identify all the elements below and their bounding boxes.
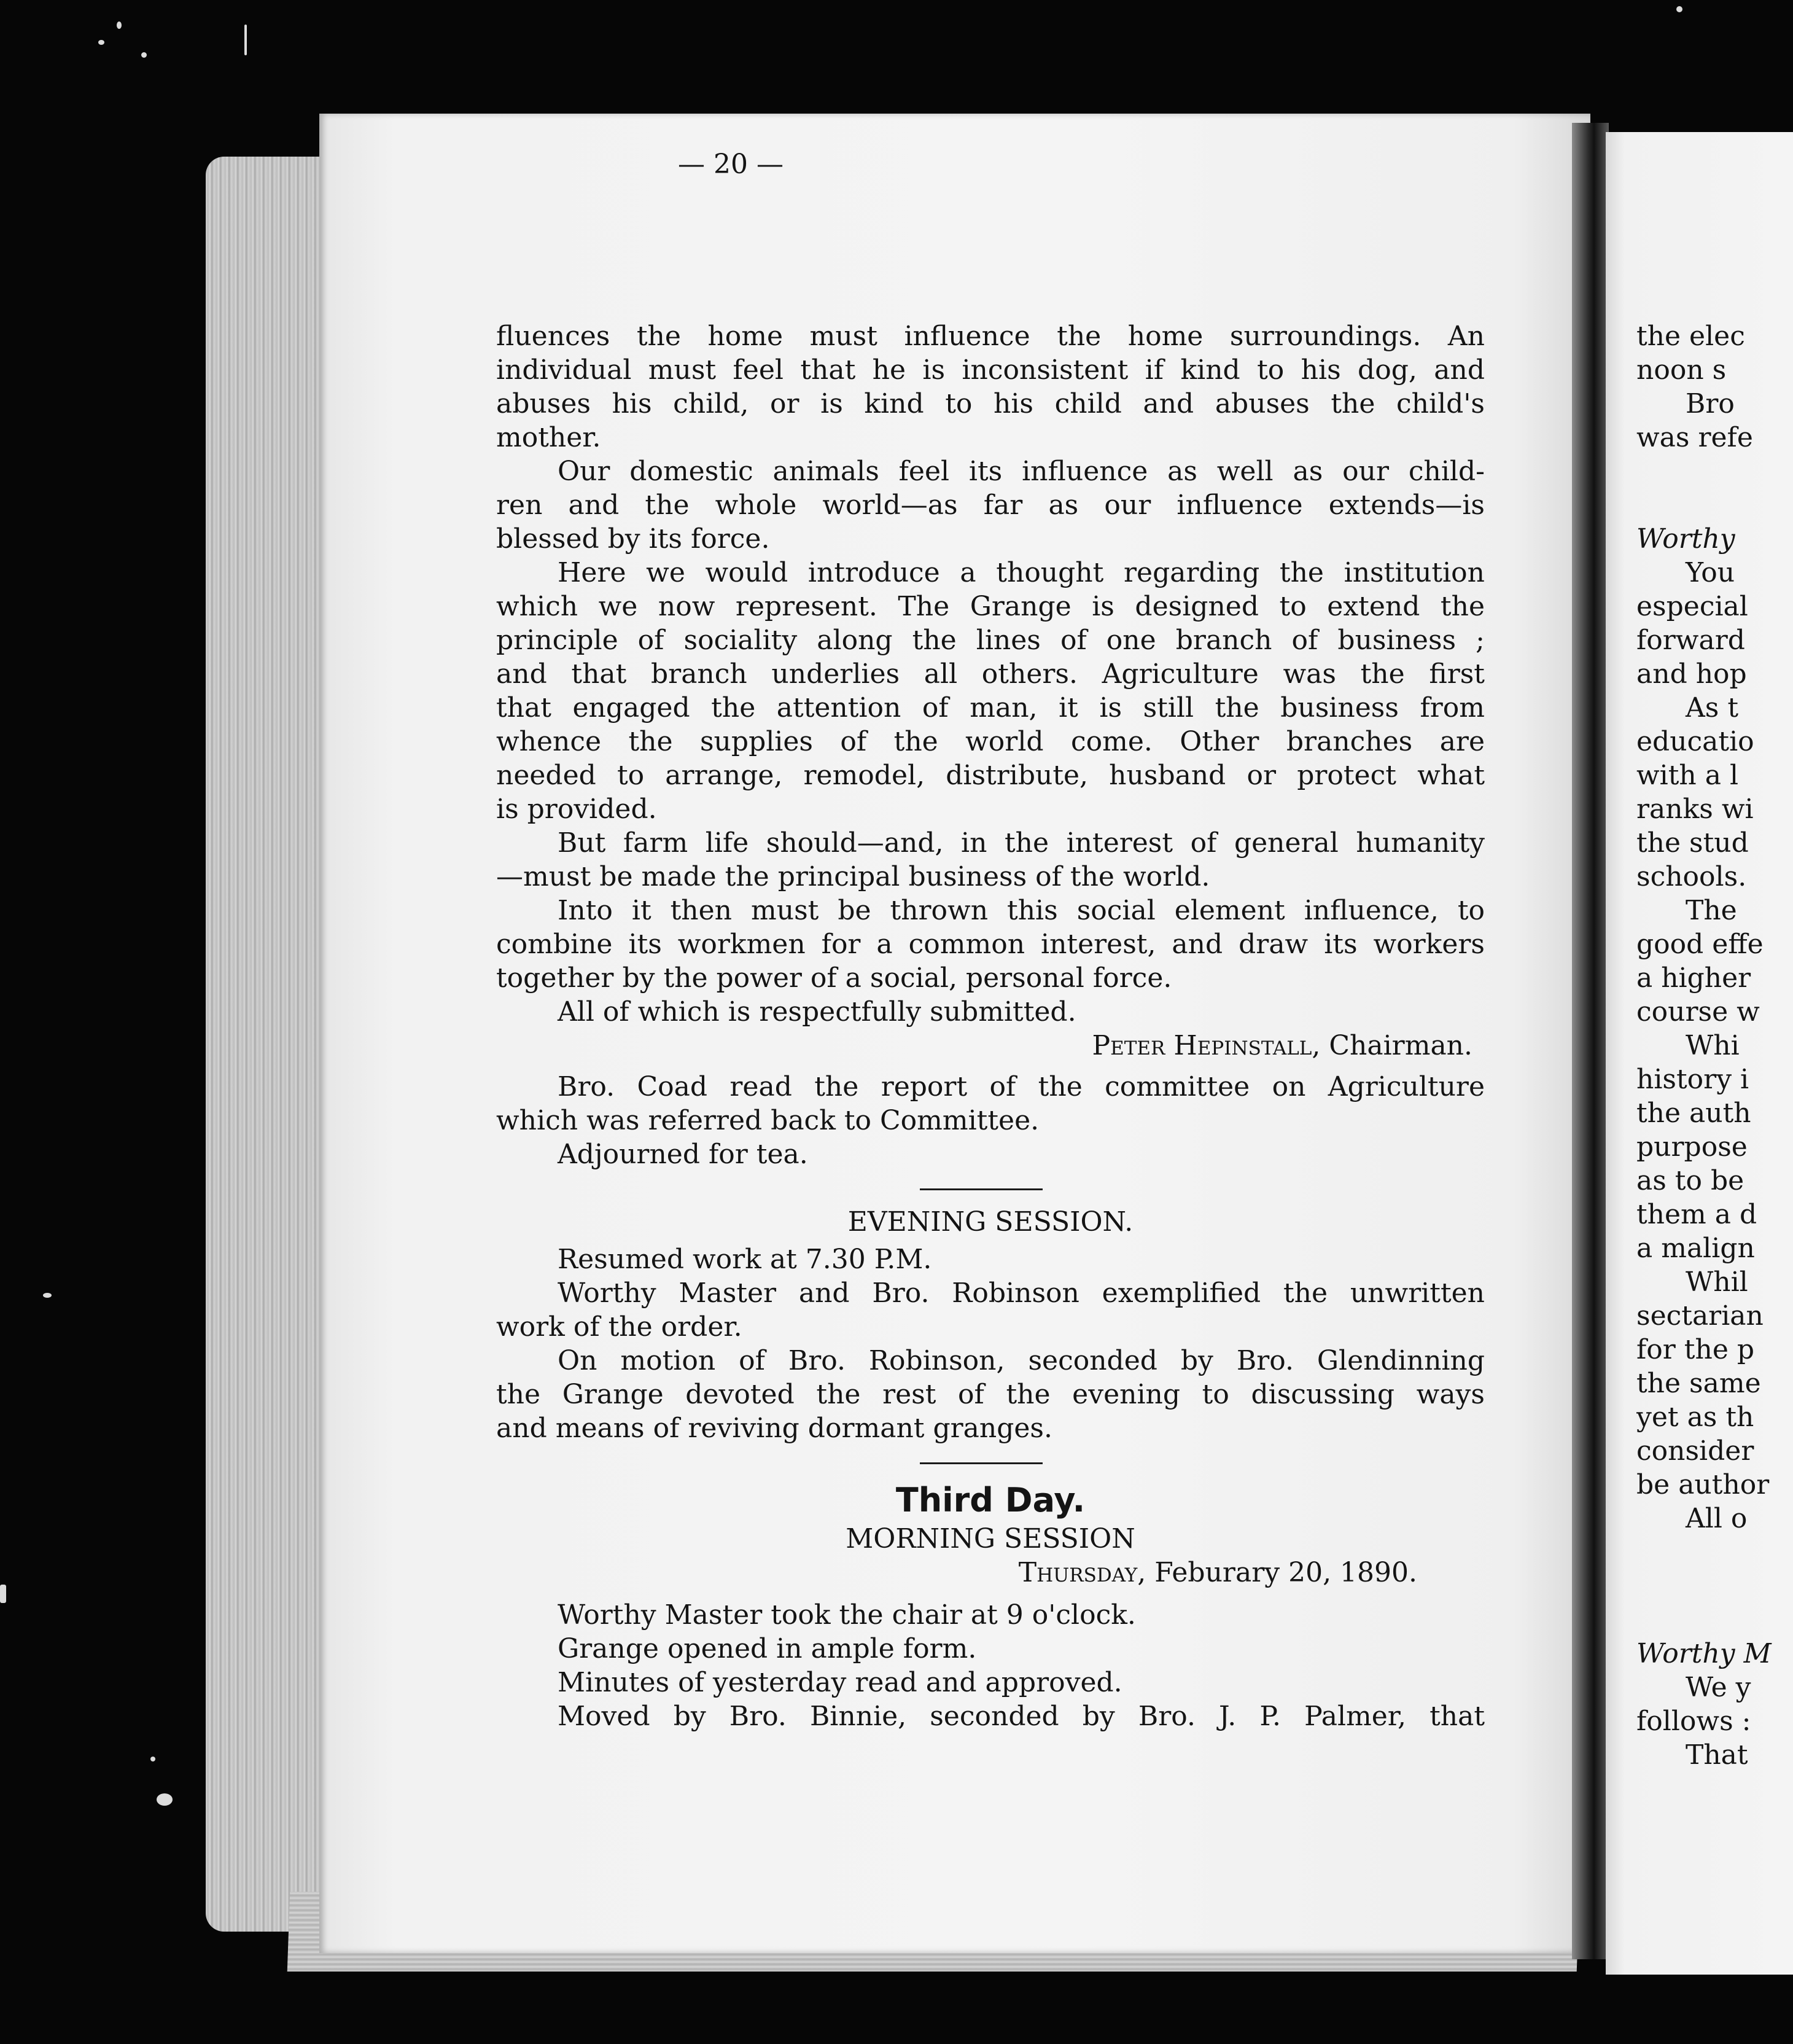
- text-line: and means of reviving dormant granges.: [496, 1413, 1052, 1444]
- film-speck: [150, 1757, 155, 1761]
- right-text-line: sectarian: [1636, 1300, 1764, 1332]
- right-text-line: good effe: [1636, 929, 1764, 960]
- text-line: work of the order.: [496, 1311, 742, 1343]
- right-text-line: You: [1686, 557, 1735, 588]
- text-line: Grange opened in ample form.: [558, 1633, 977, 1664]
- right-text-line: especial: [1636, 591, 1748, 622]
- page-body-text: [496, 319, 1485, 1733]
- text-line: fluences the home must influence the home surroundings. An: [496, 321, 1485, 352]
- text-line: Bro. Coad read the report of the committee on Agriculture: [558, 1071, 1485, 1102]
- text-line: abuses his child, or is kind to his child and abuses the child's: [496, 388, 1485, 419]
- text-line: But farm life should—and, in the interest of general humanity: [558, 827, 1485, 859]
- right-text-line: forward: [1636, 625, 1745, 656]
- right-text-line: a malign: [1636, 1233, 1755, 1264]
- right-text-line: [1636, 1535, 1793, 1569]
- film-speck: [0, 1585, 6, 1603]
- right-text-line: Whil: [1686, 1266, 1748, 1298]
- film-speck: [117, 21, 122, 29]
- text-line: whence the supplies of the world come. Other branches are: [496, 726, 1485, 757]
- divider-rule: [920, 1462, 1043, 1464]
- text-line: ren and the whole world—as far as our influence extends—is: [496, 490, 1485, 521]
- right-text-line: That: [1686, 1739, 1748, 1771]
- right-text-line: Whi: [1686, 1030, 1740, 1061]
- right-text-line: consider: [1636, 1435, 1754, 1467]
- right-text-line: ranks wi: [1636, 794, 1754, 825]
- text-line: that engaged the attention of man, it is still the business from: [496, 692, 1485, 724]
- film-scratch: [244, 25, 247, 55]
- third-day-heading: Third Day.: [895, 1481, 1086, 1519]
- text-line: individual must feel that he is inconsistent if kind to his dog, and: [496, 354, 1485, 386]
- text-line: and that branch underlies all others. Agriculture was the first: [496, 658, 1485, 690]
- right-text-line: [1636, 488, 1793, 522]
- right-page-text: [1636, 319, 1793, 1772]
- section-divider: [496, 1445, 1485, 1479]
- text-line: blessed by its force.: [496, 523, 770, 555]
- right-text-line: follows :: [1636, 1706, 1751, 1737]
- text-line: Here we would introduce a thought regarding the institution: [558, 557, 1485, 588]
- right-text-line: We y: [1686, 1672, 1751, 1703]
- text-line: Moved by Bro. Binnie, seconded by Bro. J. P. Palmer, that: [558, 1701, 1485, 1732]
- text-line: which was referred back to Committee.: [496, 1105, 1040, 1136]
- date-text: Feburary 20, 1890.: [1154, 1557, 1417, 1588]
- session-date: [496, 1556, 1485, 1590]
- right-text-line: course w: [1636, 996, 1760, 1028]
- right-text-line: Worthy M: [1636, 1638, 1772, 1669]
- right-text-line: [1636, 454, 1793, 488]
- right-text-line: for the p: [1636, 1334, 1755, 1365]
- right-text-line: [1636, 1603, 1793, 1637]
- book-binding-gutter: [1572, 123, 1609, 1959]
- right-text-line: [1636, 1569, 1793, 1603]
- right-text-line: with a l: [1636, 760, 1739, 791]
- right-text-line: be author: [1636, 1469, 1770, 1500]
- film-speck: [43, 1293, 52, 1298]
- text-line: Worthy Master and Bro. Robinson exemplified the unwritten: [558, 1278, 1485, 1309]
- text-line: Resumed work at 7.30 P.M.: [558, 1244, 932, 1275]
- text-line: Into it then must be thrown this social element influence, to: [558, 895, 1485, 926]
- signature-title: Chairman.: [1329, 1030, 1472, 1061]
- right-text-line: purpose: [1636, 1131, 1748, 1163]
- signature-name: Peter Hepinstall,: [1092, 1030, 1321, 1061]
- signature-line: [496, 1029, 1485, 1063]
- film-speck: [141, 52, 147, 58]
- text-line: mother.: [496, 422, 601, 453]
- film-speck: [157, 1793, 173, 1806]
- right-text-line: the same: [1636, 1368, 1761, 1399]
- right-text-line: a higher: [1636, 962, 1751, 994]
- right-text-line: Worthy: [1636, 523, 1735, 555]
- right-text-line: was refe: [1636, 422, 1753, 453]
- page-number: — 20 —: [678, 149, 784, 180]
- section-divider: [496, 1171, 1485, 1205]
- film-speck: [1676, 6, 1682, 12]
- right-text-line: As t: [1686, 692, 1739, 724]
- text-line: On motion of Bro. Robinson, seconded by Bro. Glendinning: [558, 1345, 1485, 1376]
- date-weekday: Thursday,: [1018, 1557, 1146, 1588]
- divider-rule: [920, 1188, 1043, 1190]
- right-text-line: as to be: [1636, 1165, 1744, 1196]
- morning-session-heading: MORNING SESSION: [846, 1523, 1135, 1554]
- text-line: needed to arrange, remodel, distribute, husband or protect what: [496, 760, 1485, 791]
- right-text-line: the stud: [1636, 827, 1749, 859]
- text-line: —must be made the principal business of the world.: [496, 861, 1210, 892]
- right-text-line: the auth: [1636, 1098, 1751, 1129]
- right-text-line: and hop: [1636, 658, 1747, 690]
- text-line: Our domestic animals feel its influence as well as our child-: [558, 456, 1485, 487]
- right-text-line: educatio: [1636, 726, 1754, 757]
- right-text-line: history i: [1636, 1064, 1749, 1095]
- film-speck: [98, 40, 104, 45]
- text-line: Worthy Master took the chair at 9 o'clock.: [558, 1599, 1136, 1631]
- text-line: Minutes of yesterday read and approved.: [558, 1667, 1122, 1698]
- right-text-line: the elec: [1636, 321, 1745, 352]
- right-text-line: noon s: [1636, 354, 1727, 386]
- right-text-line: Bro: [1686, 388, 1735, 419]
- text-line: combine its workmen for a common interest, and draw its workers: [496, 929, 1485, 960]
- right-text-line: yet as th: [1636, 1402, 1754, 1433]
- text-line: All of which is respectfully submitted.: [558, 996, 1076, 1028]
- evening-session-heading: EVENING SESSION.: [847, 1206, 1134, 1238]
- text-line: which we now represent. The Grange is designed to extend the: [496, 591, 1485, 622]
- text-line: the Grange devoted the rest of the evening to discussing ways: [496, 1379, 1485, 1410]
- text-line: is provided.: [496, 794, 657, 825]
- right-text-line: The: [1686, 895, 1737, 926]
- text-line: together by the power of a social, personal force.: [496, 962, 1172, 994]
- right-text-line: them a d: [1636, 1199, 1757, 1230]
- right-text-line: schools.: [1636, 861, 1747, 892]
- right-text-line: All o: [1686, 1503, 1748, 1534]
- text-line: principle of sociality along the lines of one branch of business ;: [496, 625, 1485, 656]
- text-line: Adjourned for tea.: [558, 1139, 808, 1170]
